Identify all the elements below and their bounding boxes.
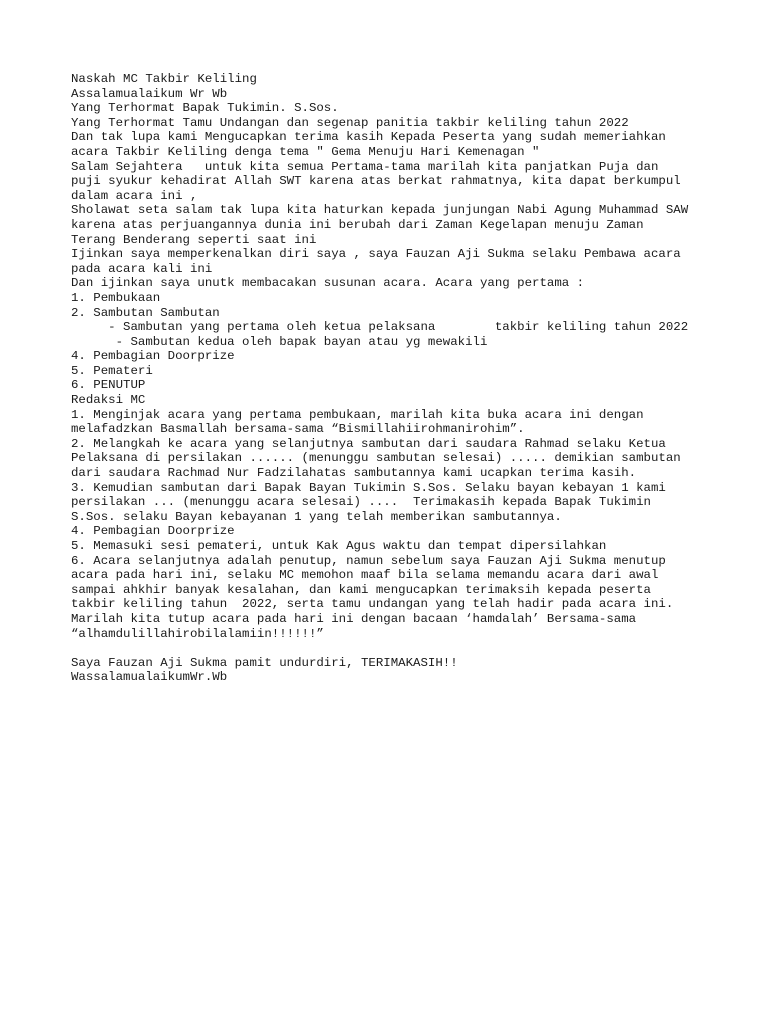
text-line: dalam acara ini , — [71, 188, 198, 203]
text-line: sampai ahkhir banyak kesalahan, dan kami mengucapkan terimaksih kepada peserta — [71, 582, 651, 597]
text-line: Dan tak lupa kami Mengucapkan terima kasih Kepada Peserta yang sudah memeriahkan — [71, 130, 666, 145]
text-line: acara Takbir Keliling denga tema " Gema Menuju Hari Kemenagan " — [71, 144, 540, 159]
document-text — [71, 72, 711, 685]
text-line: Saya Fauzan Aji Sukma pamit undurdiri, TERIMAKASIH!! — [71, 655, 458, 670]
text-line: Terang Benderang seperti saat ini — [71, 232, 317, 247]
text-line: Assalamualaikum Wr Wb — [71, 86, 228, 101]
text-line: Sholawat seta salam tak lupa kita haturkan kepada junjungan Nabi Agung Muhammad SAW — [71, 203, 689, 218]
text-line: Redaksi MC — [71, 393, 146, 408]
text-line: Marilah kita tutup acara pada hari ini dengan bacaan ‘hamdalah’ Bersama-sama — [71, 611, 637, 626]
text-line: dari saudara Rachmad Nur Fadzilahatas sambutannya kami ucapkan terima kasih. — [71, 466, 637, 481]
text-line: 3. Kemudian sambutan dari Bapak Bayan Tukimin S.Sos. Selaku bayan kebayan 1 kami — [71, 480, 666, 495]
text-line: takbir keliling tahun 2022, serta tamu undangan yang telah hadir pada acara ini. — [71, 597, 674, 612]
text-line: 5. Memasuki sesi pemateri, untuk Kak Agus waktu dan tempat dipersilahkan — [71, 539, 607, 553]
text-line: 6. Acara selanjutnya adalah penutup, namun sebelum saya Fauzan Aji Sukma menutup — [71, 553, 666, 568]
text-line: acara pada hari ini, selaku MC memohon maaf bila selama memandu acara dari awal — [71, 568, 659, 583]
text-line: karena atas perjuangannya dunia ini berubah dari Zaman Kegelapan menuju Zaman — [71, 217, 644, 232]
text-block-closing — [71, 656, 711, 685]
text-line: 4. Pembagian Doorprize — [71, 349, 235, 364]
text-line: puji syukur kehadirat Allah SWT karena atas berkat rahmatnya, kita dapat berkumpul — [71, 174, 681, 189]
text-line: persilakan ... (menunggu acara selesai) .... Terimakasih kepada Bapak Tukimin — [71, 495, 651, 510]
text-block-main — [71, 72, 711, 641]
text-line: 2. Sambutan Sambutan — [71, 305, 220, 320]
text-line: Naskah MC Takbir Keliling — [71, 72, 257, 86]
text-line: Ijinkan saya memperkenalkan diri saya , saya Fauzan Aji Sukma selaku Pembawa acara — [71, 247, 681, 262]
text-line: Dan ijinkan saya unutk membacakan susunan acara. Acara yang pertama : — [71, 276, 585, 291]
text-line: 5. Pemateri — [71, 363, 153, 378]
text-line: Salam Sejahtera untuk kita semua Pertama-tama marilah kita panjatkan Puja dan — [71, 159, 659, 174]
text-line: Yang Terhormat Bapak Tukimin. S.Sos. — [71, 101, 339, 116]
text-line: pada acara kali ini — [71, 261, 213, 276]
text-line: S.Sos. selaku Bayan kebayanan 1 yang telah memberikan sambutannya. — [71, 509, 562, 524]
paragraph-gap — [71, 641, 711, 656]
text-line: 6. PENUTUP — [71, 378, 146, 393]
text-line: 1. Menginjak acara yang pertama pembukaan, marilah kita buka acara ini dengan — [71, 407, 644, 422]
text-line: “alhamdulillahirobilalamiin!!!!!!” — [71, 626, 324, 641]
text-line: - Sambutan yang pertama oleh ketua pelaksana takbir keliling tahun 2022 — [71, 320, 689, 335]
text-line: WassalamualaikumWr.Wb — [71, 670, 228, 685]
text-line: 4. Pembagian Doorprize — [71, 524, 235, 539]
text-line: Pelaksana di persilakan ...... (menunggu sambutan selesai) ..... demikian sambutan — [71, 451, 681, 466]
text-line: Yang Terhormat Tamu Undangan dan segenap panitia takbir keliling tahun 2022 — [71, 115, 629, 130]
text-line: 1. Pembukaan — [71, 290, 161, 305]
text-line: 2. Melangkah ke acara yang selanjutnya sambutan dari saudara Rahmad selaku Ketua — [71, 436, 666, 451]
text-line: - Sambutan kedua oleh bapak bayan atau yg mewakili — [71, 334, 488, 349]
text-line: melafadzkan Basmallah bersama-sama “Bismillahiirohmanirohim”. — [71, 422, 525, 437]
